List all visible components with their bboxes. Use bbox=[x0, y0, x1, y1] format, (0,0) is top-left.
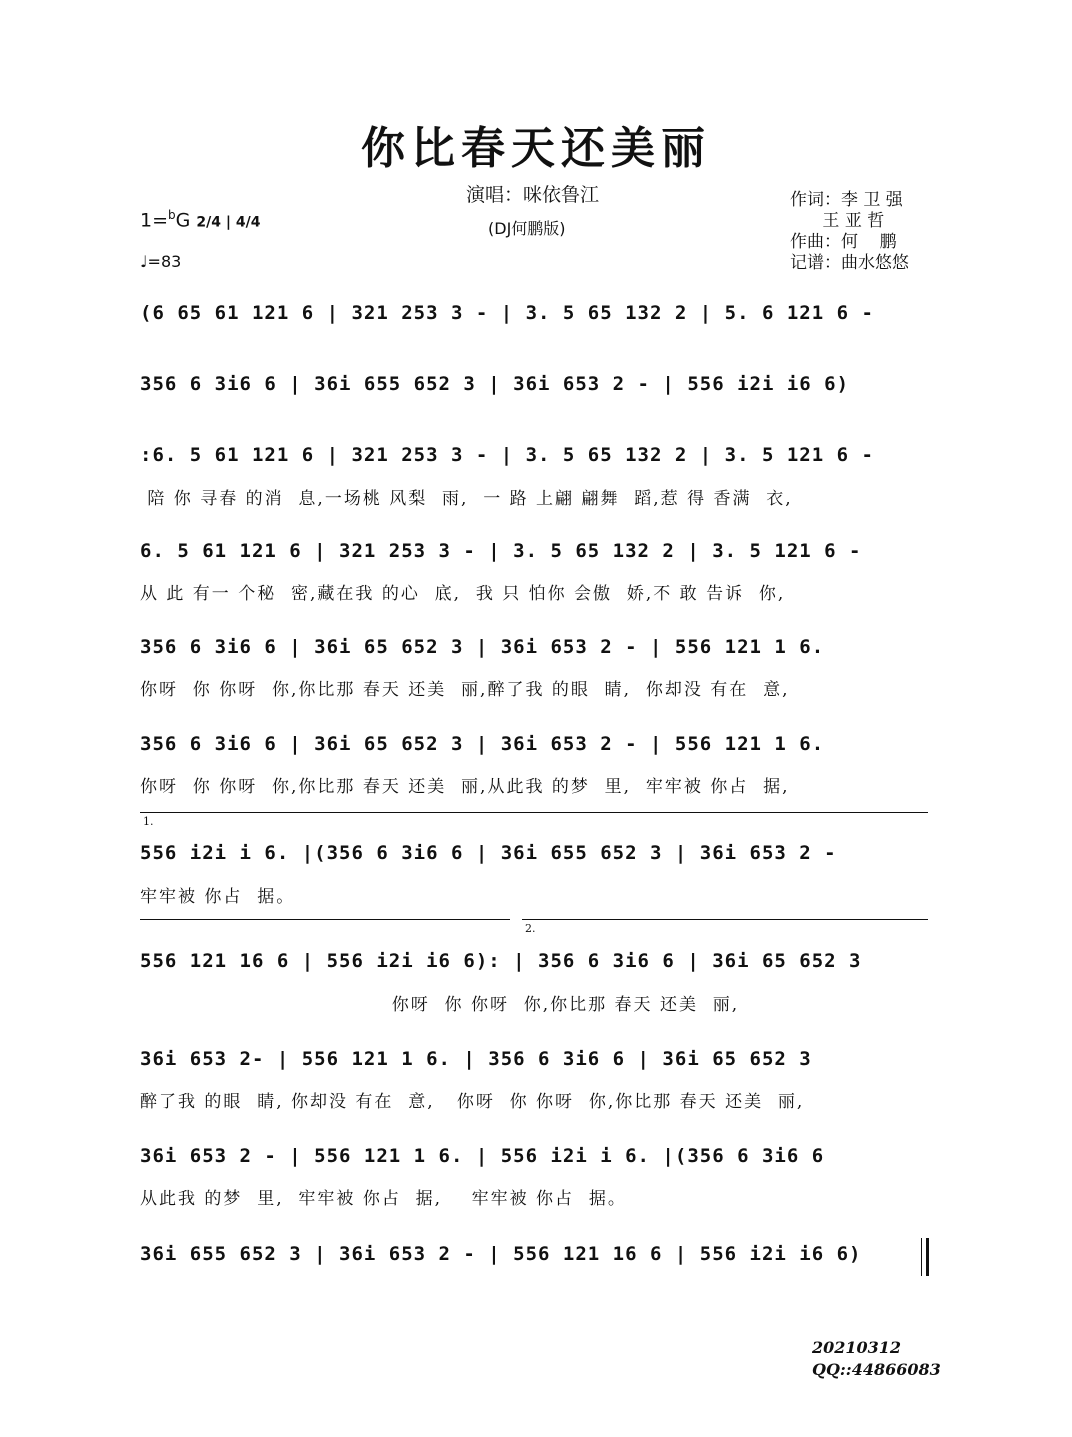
score-system-11: 36i 655 652 3 | 36i 653 2 - | 556 121 16 6 | 556 i2i i6 6) bbox=[140, 1243, 862, 1265]
key-note: G bbox=[175, 209, 191, 232]
first-ending-continuation bbox=[140, 919, 510, 920]
transcription-date: 20210312 bbox=[812, 1338, 902, 1357]
score-system-1: (6 65 61 121 6 | 321 253 3 - | 3. 5 65 132 2 | 5. 6 121 6 - bbox=[140, 302, 874, 324]
transcriber-line: 记谱：曲水悠悠 bbox=[790, 253, 909, 273]
final-barline bbox=[926, 1238, 929, 1276]
lyric-line-3: 陪 你 寻春 的消 息,一场桃 风梨 雨, 一 路 上翩 翩舞 蹈,惹 得 香满 衣, bbox=[140, 489, 793, 509]
lyric-line-8: 你呀 你 你呀 你,你比那 春天 还美 丽, bbox=[140, 995, 740, 1015]
lyricist-line-2: 王 亚 哲 bbox=[790, 211, 885, 231]
score-system-7: 556 i2i i 6. |(356 6 3i6 6 | 36i 655 652 3 | 36i 653 2 - bbox=[140, 842, 837, 864]
version-label: (DJ何鹏版) bbox=[488, 219, 566, 238]
score-system-9: 36i 653 2- | 556 121 1 6. | 356 6 3i6 6 | 36i 65 652 3 bbox=[140, 1048, 812, 1070]
first-ending-bracket bbox=[140, 812, 928, 813]
score-system-5: 356 6 3i6 6 | 36i 65 652 3 | 36i 653 2 - | 556 121 1 6. bbox=[140, 636, 825, 658]
lyric-line-9: 醉了我 的眼 睛, 你却没 有在 意, 你呀 你 你呀 你,你比那 春天 还美 丽, bbox=[140, 1092, 805, 1112]
score-system-3: :6. 5 61 121 6 | 321 253 3 - | 3. 5 65 132 2 | 3. 5 121 6 - bbox=[140, 444, 874, 466]
lyric-line-6: 你呀 你 你呀 你,你比那 春天 还美 丽,从此我 的梦 里, 牢牢被 你占 据, bbox=[140, 777, 790, 797]
composer-line: 作曲：何 鹏 bbox=[790, 232, 897, 252]
first-ending-number: 1. bbox=[143, 815, 154, 828]
qq-contact: QQ::44866083 bbox=[812, 1360, 941, 1379]
lyric-line-7: 牢牢被 你占 据。 bbox=[140, 887, 296, 907]
key-signature bbox=[140, 208, 260, 231]
score-system-8: 556 121 16 6 | 556 i2i i6 6): | 356 6 3i6 6 | 36i 65 652 3 bbox=[140, 950, 862, 972]
score-system-2: 356 6 3i6 6 | 36i 655 652 3 | 36i 653 2 - | 556 i2i i6 6) bbox=[140, 373, 850, 395]
final-barline-thin bbox=[921, 1238, 922, 1276]
lyric-line-10: 从此我 的梦 里, 牢牢被 你占 据, 牢牢被 你占 据。 bbox=[140, 1189, 627, 1209]
time-signature: 2/4 | 4/4 bbox=[196, 214, 261, 231]
second-ending-bracket bbox=[522, 919, 928, 920]
score-system-10: 36i 653 2 - | 556 121 1 6. | 556 i2i i 6. |(356 6 3i6 6 bbox=[140, 1145, 825, 1167]
tempo-marking: ♩=83 bbox=[140, 252, 182, 271]
lyric-line-4: 从 此 有一 个秘 密,藏在我 的心 底, 我 只 怕你 会傲 娇,不 敢 告诉 你, bbox=[140, 584, 786, 604]
song-title: 你比春天还美丽 bbox=[361, 123, 711, 174]
lyricist-line-1: 作词：李 卫 强 bbox=[790, 190, 903, 210]
score-system-4: 6. 5 61 121 6 | 321 253 3 - | 3. 5 65 132 2 | 3. 5 121 6 - bbox=[140, 540, 862, 562]
credits-block bbox=[790, 190, 909, 274]
singer-credit: 演唱：咪依鲁江 bbox=[466, 184, 600, 206]
flat-sign: b bbox=[168, 208, 176, 222]
score-system-6: 356 6 3i6 6 | 36i 65 652 3 | 36i 653 2 - | 556 121 1 6. bbox=[140, 733, 825, 755]
key-prefix: 1= bbox=[140, 209, 169, 232]
second-ending-number: 2. bbox=[525, 922, 536, 935]
lyric-line-5: 你呀 你 你呀 你,你比那 春天 还美 丽,醉了我 的眼 睛, 你却没 有在 意, bbox=[140, 680, 790, 700]
